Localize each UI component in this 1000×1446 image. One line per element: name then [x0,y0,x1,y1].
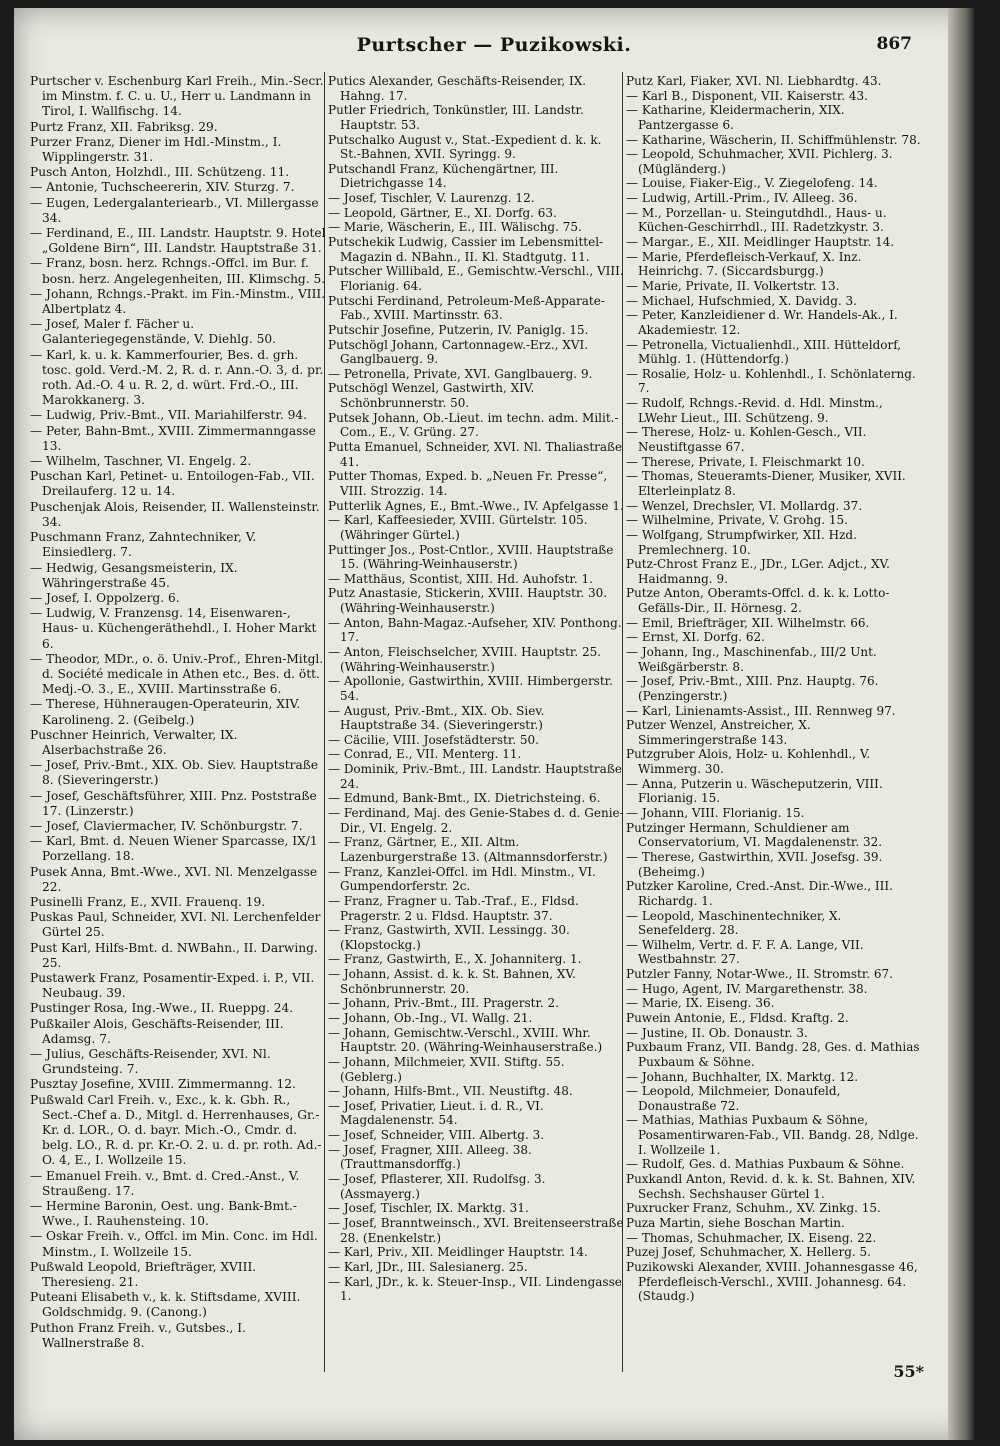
directory-entry: — Therese, Holz- u. Kohlen-Gesch., VII. Neustiftgasse 67. [626,425,867,455]
directory-entry: Putz Karl, Fiaker, XVI. Nl. Liebhardtg. 43. [626,74,882,88]
directory-entry: — Franz, Gastwirth, XVII. Lessingg. 30. (Klopstockg.) [328,923,570,952]
directory-entry: — Oskar Freih. v., Offcl. im Min. Conc. im Hdl. Minstm., I. Wollzeile 15. [30,1229,318,1259]
directory-entry: — Franz, Gastwirth, E., X. Johanniterg. 1. [328,952,582,967]
directory-page [14,8,974,1440]
directory-entry: — Karl, Kaffeesieder, XVIII. Gürtelstr. 105. (Währinger Gürtel.) [328,513,588,542]
directory-entry: — Peter, Kanzleidiener d. Wr. Handels-Ak., I. Akademiestr. 12. [626,308,898,337]
directory-entry: — Edmund, Bank-Bmt., IX. Dietrichsteing. 6. [328,791,601,806]
directory-entry: — Ludwig, Artill.-Prim., IV. Alleeg. 36. [626,191,858,206]
directory-entry: Putzinger Hermann, Schuldiener am Conservatorium, VI. Magdalenenstr. 32. [626,820,883,850]
directory-entry: Putschekik Ludwig, Cassier im Lebensmittel-Magazin d. NBahn., II. Kl. Stadtgutg. 11. [328,235,604,264]
running-head: Purtscher — Puzikowski. [356,34,632,56]
directory-entry: — Rudolf, Rchngs.-Revid. d. Hdl. Minstm., LWehr Lieut., III. Schützeng. 9. [626,396,883,425]
directory-entry: — Johann, Hilfs-Bmt., VII. Neustiftg. 48. [328,1084,573,1099]
directory-entry: — Matthäus, Scontist, XIII. Hd. Auhofstr. 1. [328,571,593,586]
directory-entry: — Ludwig, V. Franzensg. 14, Eisenwaren-, Haus- u. Küchengeräthehdl., I. Hoher Markt 6. [30,606,317,651]
directory-entry: — Rudolf, Ges. d. Mathias Puxbaum & Söhne. [626,1157,905,1172]
directory-entry: Puxkandl Anton, Revid. d. k. k. St. Bahnen, XIV. Sechsh. Sechshauser Gürtel 1. [626,1172,916,1201]
directory-entry: — Emanuel Freih. v., Bmt. d. Cred.-Anst., V. Straußeng. 17. [30,1168,300,1198]
directory-entry: — Ludwig, Priv.-Bmt., VII. Mariahilferstr. 94. [30,408,307,423]
directory-entry: Putschandl Franz, Küchengärtner, III. Dietrichgasse 14. [328,161,559,191]
directory-entry: — Karl, JDr., k. k. Steuer-Insp., VII. Lindengasse 1. [328,1274,622,1304]
directory-entry: — Karl, Priv., XII. Meidlinger Hauptstr. 14. [328,1245,588,1260]
directory-entry: — Karl, Bmt. d. Neuen Wiener Sparcasse, IX/1 Porzellang. 18. [30,834,318,864]
directory-entry: Puskas Paul, Schneider, XVI. Nl. Lerchenfelder Gürtel 25. [30,910,321,940]
column-1 [30,74,326,1351]
directory-entry: Putzer Wenzel, Anstreicher, X. Simmeringerstraße 143. [626,718,811,747]
directory-entry: Puwein Antonie, E., Fldsd. Kraftg. 2. [626,1011,849,1025]
directory-entry: — Petronella, Private, XVI. Ganglbauerg. 9. [328,366,593,381]
directory-entry: — Louise, Fiaker-Eig., V. Ziegelofeng. 14. [626,176,878,191]
directory-entry: Purtscher v. Eschenburg Karl Freih., Min.-Secr. im Minstm. f. C. u. U., Herr u. Landmann in Tirol, I. Wallfischg. 14. [30,74,324,119]
directory-entry: — Leopold, Schuhmacher, XVII. Pichlerg. 3. (Mügländerg.) [626,147,893,176]
directory-entry: — Hermine Baronin, Oest. ung. Bank-Bmt.-Wwe., I. Rauhensteing. 10. [30,1199,297,1229]
directory-entry: — Josef, Pflasterer, XII. Rudolfsg. 3. (Assmayerg.) [328,1172,546,1201]
directory-entry: Puzikowski Alexander, XVIII. Johannesgasse 46, Pferdefleisch-Verschl., XVIII. Johannesg. 64. (Staudg.) [626,1259,918,1304]
directory-entry: Pusztay Josefine, XVIII. Zimmermanng. 12. [30,1077,296,1092]
directory-entry: — Wenzel, Drechsler, VI. Mollardg. 37. [626,498,863,513]
directory-entry: — Antonie, Tuchscheererin, XIV. Sturzg. 7. [30,180,295,195]
book-spine-shadow [948,8,974,1440]
directory-entry: — Josef, Priv.-Bmt., XIX. Ob. Siev. Hauptstraße 8. (Sieveringerstr.) [30,758,319,788]
directory-entry: Puthon Franz Freih. v., Gutsbes., I. Wallnerstraße 8. [30,1320,246,1350]
directory-entry: — Emil, Briefträger, XII. Wilhelmstr. 66. [626,615,870,630]
directory-entry: Puza Martin, siehe Boschan Martin. [626,1215,845,1230]
directory-entry: Putzker Karoline, Cred.-Anst. Dir.-Wwe., III. Richardg. 1. [626,879,893,908]
directory-entry: Putsek Johann, Ob.-Lieut. im techn. adm. Milit.-Com., E., V. Grüng. 27. [328,410,619,440]
directory-entry: Puxbaum Franz, VII. Bandg. 28, Ges. d. Mathias Puxbaum & Söhne. [626,1040,920,1069]
directory-entry: — Ferdinand, Maj. des Genie-Stabes d. d. Genie-Dir., VI. Engelg. 2. [328,806,624,835]
directory-entry: — Johann, Priv.-Bmt., III. Pragerstr. 2. [328,996,559,1011]
directory-entry: Putz Anastasie, Stickerin, XVIII. Hauptstr. 30. (Währing-Weinhauserstr.) [328,586,608,616]
directory-entry: — Karl, JDr., III. Salesianerg. 25. [328,1259,528,1274]
directory-entry: — Johann, Ing., Maschinenfab., III/2 Unt. Weißgärberstr. 8. [626,644,877,674]
directory-entry: — Conrad, E., VII. Menterg. 11. [328,747,522,762]
directory-entry: Pußwald Carl Freih. v., Exc., k. k. Gbh. R., Sect.-Chef a. D., Mitgl. d. Herrenhauses, Gr.-Kr. d. LOR., O. d. bayr. Mich.-O., Cmdr. d. belg. LO., R. d. pr. Kr.-O. 2. u. d. pr. roth. Ad.-O. 4, E., I. Wollzeile 15. [30,1092,322,1168]
directory-entry: — Josef, Tischler, V. Laurenzg. 12. [328,191,535,206]
directory-entry: — Marie, Private, II. Volkertstr. 13. [626,278,840,293]
directory-entry: — Karl B., Disponent, VII. Kaiserstr. 43. [626,88,868,103]
directory-entry: — Karl, k. u. k. Kammerfourier, Bes. d. grh. tosc. gold. Verd.-M. 2, R. d. r. Ann.-O. 3, d. pr. roth. Ad.-O. 4 u. R. 2, d. würt. Frd.-O., III. Marokkanerg. 3. [30,347,324,408]
directory-entry: Pußwald Leopold, Briefträger, XVIII. Theresieng. 21. [30,1259,257,1290]
directory-entry: Putta Emanuel, Schneider, XVI. Nl. Thaliastraße 41. [328,440,623,469]
directory-entry: Putschögl Johann, Cartonnagew.-Erz., XVI. Ganglbauerg. 9. [328,337,589,367]
directory-entry: — Marie, Wäscherin, E., III. Wälischg. 75. [328,220,582,235]
directory-entry: — Josef, Maler f. Fächer u. Galanteriegegenstände, V. Diehlg. 50. [30,317,276,347]
directory-entry: — Margar., E., XII. Meidlinger Hauptstr. 14. [626,235,895,250]
directory-entry: — Apollonie, Gastwirthin, XVIII. Himbergerstr. 54. [328,674,613,703]
directory-entry: — Franz, bosn. herz. Rchngs.-Offcl. im Bur. f. bosn. herz. Angelegenheiten, III. Klimschg. 5. [30,256,326,286]
directory-entry: — Franz, Kanzlei-Offcl. im Hdl. Minstm., VI. Gumpendorferstr. 2c. [328,864,596,894]
directory-entry: Putschalko August v., Stat.-Expedient d. k. k. St.-Bahnen, XVII. Syringg. 9. [328,132,602,162]
directory-entry: — Josef, Tischler, IX. Marktg. 31. [328,1201,529,1216]
directory-entry: — Therese, Private, I. Fleischmarkt 10. [626,454,865,469]
directory-entry: — Marie, IX. Eiseng. 36. [626,996,775,1011]
directory-entry: — Wolfgang, Strumpfwirker, XII. Hzd. Premlechnerg. 10. [626,527,857,557]
directory-entry: — Wilhelm, Taschner, VI. Engelg. 2. [30,454,252,469]
directory-entry: — Karl, Linienamts-Assist., III. Rennweg 97. [626,703,896,718]
directory-entry: — Leopold, Milchmeier, Donaufeld, Donaustraße 72. [626,1084,841,1113]
directory-entry: — Josef, I. Oppolzerg. 6. [30,590,180,605]
directory-entry: Putze Anton, Oberamts-Offcl. d. k. k. Lotto-Gefälls-Dir., II. Hörnesg. 2. [626,586,890,616]
directory-entry: — Dominik, Priv.-Bmt., III. Landstr. Hauptstraße 24. [328,762,622,791]
directory-entry: — Ernst, XI. Dorfg. 62. [626,630,765,645]
directory-entry: Pusch Anton, Holzhdl., III. Schützeng. 11. [30,165,290,180]
directory-entry: — Katharine, Kleidermacherin, XIX. Pantzergasse 6. [626,103,845,132]
directory-entry: Purtz Franz, XII. Fabriksg. 29. [30,119,218,134]
page-number: 867 [876,34,912,54]
signature-mark: 55* [893,1362,924,1381]
directory-entry: Putzler Fanny, Notar-Wwe., II. Stromstr. 67. [626,967,893,982]
directory-entry: — Leopold, Gärtner, E., XI. Dorfg. 63. [328,205,557,220]
directory-entry: — Therese, Gastwirthin, XVII. Josefsg. 39. (Beheimg.) [626,849,883,879]
directory-entry: Putscher Willibald, E., Gemischtw.-Verschl., VIII. Florianig. 64. [328,264,624,293]
directory-entry: — Josef, Fragner, XIII. Alleeg. 38. (Trauttmansdorffg.) [328,1142,532,1172]
directory-entry: Putschögl Wenzel, Gastwirth, XIV. Schönbrunnerstr. 50. [328,381,535,411]
directory-entry: — Josef, Privatier, Lieut. i. d. R., VI. Magdalenenstr. 54. [328,1098,544,1128]
directory-entry: — Peter, Bahn-Bmt., XVIII. Zimmermanngasse 13. [30,423,316,453]
directory-entry: — August, Priv.-Bmt., XIX. Ob. Siev. Hauptstraße 34. (Sieveringerstr.) [328,703,545,733]
directory-entry: — Johann, Assist. d. k. k. St. Bahnen, XV. Schönbrunnerstr. 20. [328,967,576,996]
directory-entry: — Hedwig, Gesangsmeisterin, IX. Währingerstraße 45. [30,560,238,590]
directory-entry: — Thomas, Schuhmacher, IX. Eiseng. 22. [626,1230,877,1245]
directory-entry: Puzej Josef, Schuhmacher, X. Hellerg. 5. [626,1245,871,1260]
directory-entry: — Wilhelmine, Private, V. Grohg. 15. [626,513,848,528]
directory-entry: Pusinelli Franz, E., XVII. Frauenq. 19. [30,894,266,909]
directory-entry: — Marie, Pferdefleisch-Verkauf, X. Inz. Heinrichg. 7. (Siccardsburgg.) [626,249,862,279]
directory-entry: — Ferdinand, E., III. Landstr. Hauptstr. 9. Hotel „Goldene Birn“, III. Landstr. Hauptstraße 31. [30,226,326,256]
directory-entry: — Therese, Hühneraugen-Operateurin, XIV. Karolineng. 2. (Geibelg.) [30,697,301,727]
directory-entry: — Johann, Rchngs.-Prakt. im Fin.-Minstm., VIII. Albertplatz 4. [30,286,326,317]
directory-entry: Pustawerk Franz, Posamentir-Exped. i. P., VII. Neubaug. 39. [30,970,315,1001]
directory-entry: Putzgruber Alois, Holz- u. Kohlenhdl., V. Wimmerg. 30. [626,747,871,777]
directory-entry: — Franz, Fragner u. Tab.-Traf., E., Fldsd. Pragerstr. 2 u. Fldsd. Hauptstr. 37. [328,893,579,923]
directory-entry: — Thomas, Steueramts-Diener, Musiker, XVII. Elterleinplatz 8. [626,469,906,498]
directory-entry: — Johann, VIII. Florianig. 15. [626,806,805,821]
directory-entry: Putz-Chrost Franz E., JDr., LGer. Adjct., XV. Haidmanng. 9. [626,557,890,586]
directory-entry: Puteani Elisabeth v., k. k. Stiftsdame, XVIII. Goldschmidg. 9. (Canong.) [30,1290,301,1320]
directory-entry: — Johann, Buchhalter, IX. Marktg. 12. [626,1069,859,1084]
directory-entry: Puxrucker Franz, Schuhm., XV. Zinkg. 15. [626,1201,881,1216]
directory-entry: — Theodor, MDr., o. ö. Univ.-Prof., Ehren-Mitgl. d. Société medicale in Athen etc., Bes. d. ött. Medj.-O. 3., E., XVIII. Martinsstraße 6. [30,651,324,697]
directory-entry: Putler Friedrich, Tonkünstler, III. Landstr. Hauptstr. 53. [328,103,584,132]
directory-entry: Puttinger Jos., Post-Cntlor., XVIII. Hauptstraße 15. (Währing-Weinhauserstr.) [328,542,614,572]
directory-entry: Puschan Karl, Petinet- u. Entoilogen-Fab., VII. Dreilauferg. 12 u. 14. [30,469,315,499]
directory-entry: — Katharine, Wäscherin, II. Schiffmühlenstr. 78. [626,132,921,147]
directory-entry: — Josef, Geschäftsführer, XIII. Pnz. Poststraße 17. (Linzerstr.) [30,788,317,818]
directory-entry: — Michael, Hufschmied, X. Davidg. 3. [626,293,857,308]
directory-entry: — Johann, Gemischtw.-Verschl., XVIII. Whr. Hauptstr. 20. (Währing-Weinhauserstraße.) [328,1025,603,1055]
directory-entry: — Mathias, Mathias Puxbaum & Söhne, Posamentirwaren-Fab., VII. Bandg. 28, Ndlge. I. Wollzeile 1. [626,1113,919,1157]
directory-entry: — Julius, Geschäfts-Reisender, XVI. Nl. Grundsteing. 7. [30,1047,271,1077]
directory-entry: Purzer Franz, Diener im Hdl.-Minstm., I. Wipplingerstr. 31. [30,134,282,165]
directory-entry: Pustinger Rosa, Ing.-Wwe., II. Rueppg. 24. [30,1001,294,1016]
directory-entry: — M., Porzellan- u. Steingutdhdl., Haus- u. Küchen-Geschirrhdl., III. Radetzkystr. 3. [626,205,887,235]
directory-entry: Putterlik Agnes, E., Bmt.-Wwe., IV. Apfelgasse 1. [328,498,624,513]
directory-entry: — Wilhelm, Vertr. d. F. F. A. Lange, VII. Westbahnstr. 27. [626,937,864,967]
directory-entry: Puschmann Franz, Zahntechniker, V. Einsiedlerg. 7. [30,530,257,560]
directory-entry: — Cäcilie, VIII. Josefstädterstr. 50. [328,732,539,747]
directory-entry: Putics Alexander, Geschäfts-Reisender, IX. Hahng. 17. [328,74,587,103]
directory-entry: — Josef, Branntweinsch., XVI. Breitenseerstraße 28. (Enenkelstr.) [328,1215,624,1245]
directory-entry: Putschi Ferdinand, Petroleum-Meß-Apparate-Fab., XVIII. Martinsstr. 63. [328,293,605,323]
directory-entry: — Anton, Fleischselcher, XVIII. Hauptstr. 25. (Währing-Weinhauserstr.) [328,644,602,674]
directory-entry: — Anton, Bahn-Magaz.-Aufseher, XIV. Ponthong. 17. [328,615,622,645]
directory-entry: Puschner Heinrich, Verwalter, IX. Alserbachstraße 26. [30,727,238,757]
directory-entry: — Josef, Claviermacher, IV. Schönburgstr. 7. [30,818,303,833]
directory-entry: — Rosalie, Holz- u. Kohlenhdl., I. Schönlaterng. 7. [626,366,916,396]
directory-entry: — Petronella, Victualienhdl., XIII. Hütteldorf, Mühlg. 1. (Hüttendorfg.) [626,337,902,367]
directory-entry: — Justine, II. Ob. Donaustr. 3. [626,1025,808,1040]
directory-entry: Pust Karl, Hilfs-Bmt. d. NWBahn., II. Darwing. 25. [30,940,318,970]
directory-entry: — Eugen, Ledergalanteriearb., VI. Millergasse 34. [30,195,319,225]
directory-entry: — Hugo, Agent, IV. Margarethenstr. 38. [626,981,868,996]
directory-entry: Puschenjak Alois, Reisender, II. Wallensteinstr. 34. [30,499,320,529]
directory-entry: — Anna, Putzerin u. Wäscheputzerin, VIII. Florianig. 15. [626,776,883,806]
directory-entry: — Josef, Priv.-Bmt., XIII. Pnz. Hauptg. 76. (Penzingerstr.) [626,674,879,703]
directory-entry: Pusek Anna, Bmt.-Wwe., XVI. Nl. Menzelgasse 22. [30,864,318,894]
directory-entry: Putter Thomas, Exped. b. „Neuen Fr. Presse“, VIII. Strozzig. 14. [328,469,608,498]
directory-entry: — Josef, Schneider, VIII. Albertg. 3. [328,1128,545,1143]
directory-entry: — Leopold, Maschinentechniker, X. Senefelderg. 28. [626,908,842,938]
directory-entry: — Johann, Milchmeier, XVII. Stiftg. 55. (Geblerg.) [328,1054,565,1084]
directory-entry: Pußkailer Alois, Geschäfts-Reisender, III. Adamsg. 7. [30,1016,284,1046]
directory-entry: — Franz, Gärtner, E., XII. Altm. Lazenburgerstraße 13. (Altmannsdorferstr.) [328,835,608,864]
column-2 [328,74,624,1304]
directory-entry: Putschir Josefine, Putzerin, IV. Paniglg. 15. [328,322,589,337]
directory-entry: — Johann, Ob.-Ing., VI. Wallg. 21. [328,1011,533,1025]
column-3 [626,74,922,1304]
